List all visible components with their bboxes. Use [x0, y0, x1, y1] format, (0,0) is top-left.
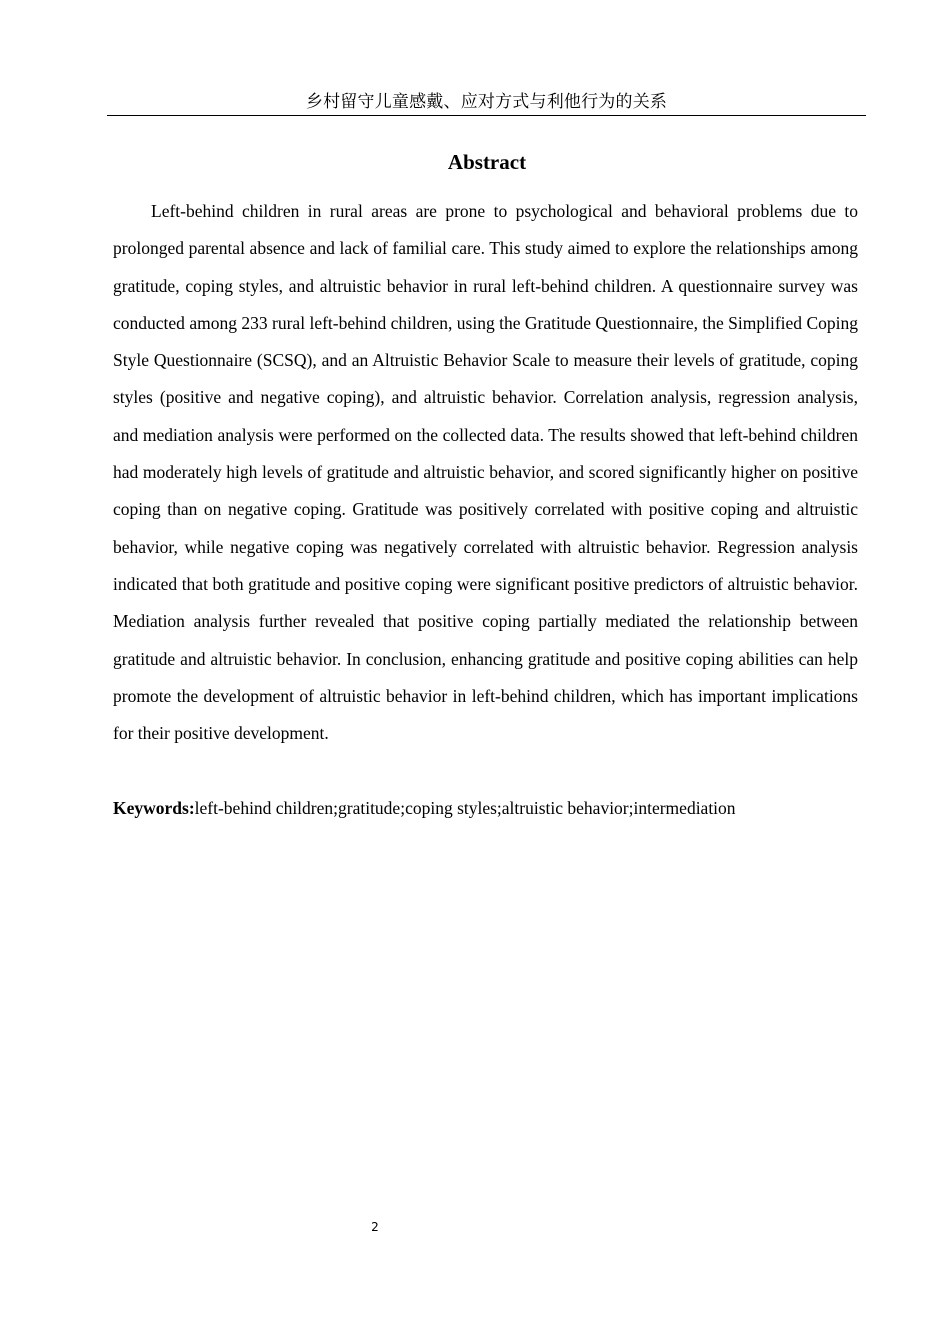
keywords-line [113, 793, 858, 823]
abstract-heading: Abstract [447, 150, 527, 174]
keywords-text: left-behind children;gratitude;coping styles;altruistic behavior;intermediation [194, 798, 736, 818]
keywords-label: Keywords: [113, 798, 195, 818]
page-number: 2 [371, 1220, 379, 1234]
abstract-paragraph: Left-behind children in rural areas are prone to psychological and behavioral problems due to prolonged parental absence and lack of familial care. This study aimed to explore the relationships among gratitude, coping styles, and altruistic behavior in rural left-behind children. A questionnaire survey was conducted among 233 rural left-behind children, using the Gratitude Questionnaire, the Simplified Coping Style Questionnaire (SCSQ), and an Altruistic Behavior Scale to measure their levels of gratitude, coping styles (positive and negative coping), and altruistic behavior. Correlation analysis, regression analysis, and mediation analysis were performed on the collected data. The results showed that left-behind children had moderately high levels of gratitude and altruistic behavior, and scored significantly higher on positive coping than on negative coping. Gratitude was positively correlated with positive coping and altruistic behavior, while negative coping was negatively correlated with altruistic behavior. Regression analysis indicated that both gratitude and positive coping were significant positive predictors of altruistic behavior. Mediation analysis further revealed that positive coping partially mediated the relationship between gratitude and altruistic behavior. In conclusion, enhancing gratitude and positive coping abilities can help promote the development of altruistic behavior in left-behind children, which has important implications for their positive development. [113, 201, 858, 744]
running-header [107, 90, 866, 116]
running-header-title: 乡村留守儿童感戴、应对方式与利他行为的关系 [305, 92, 668, 112]
